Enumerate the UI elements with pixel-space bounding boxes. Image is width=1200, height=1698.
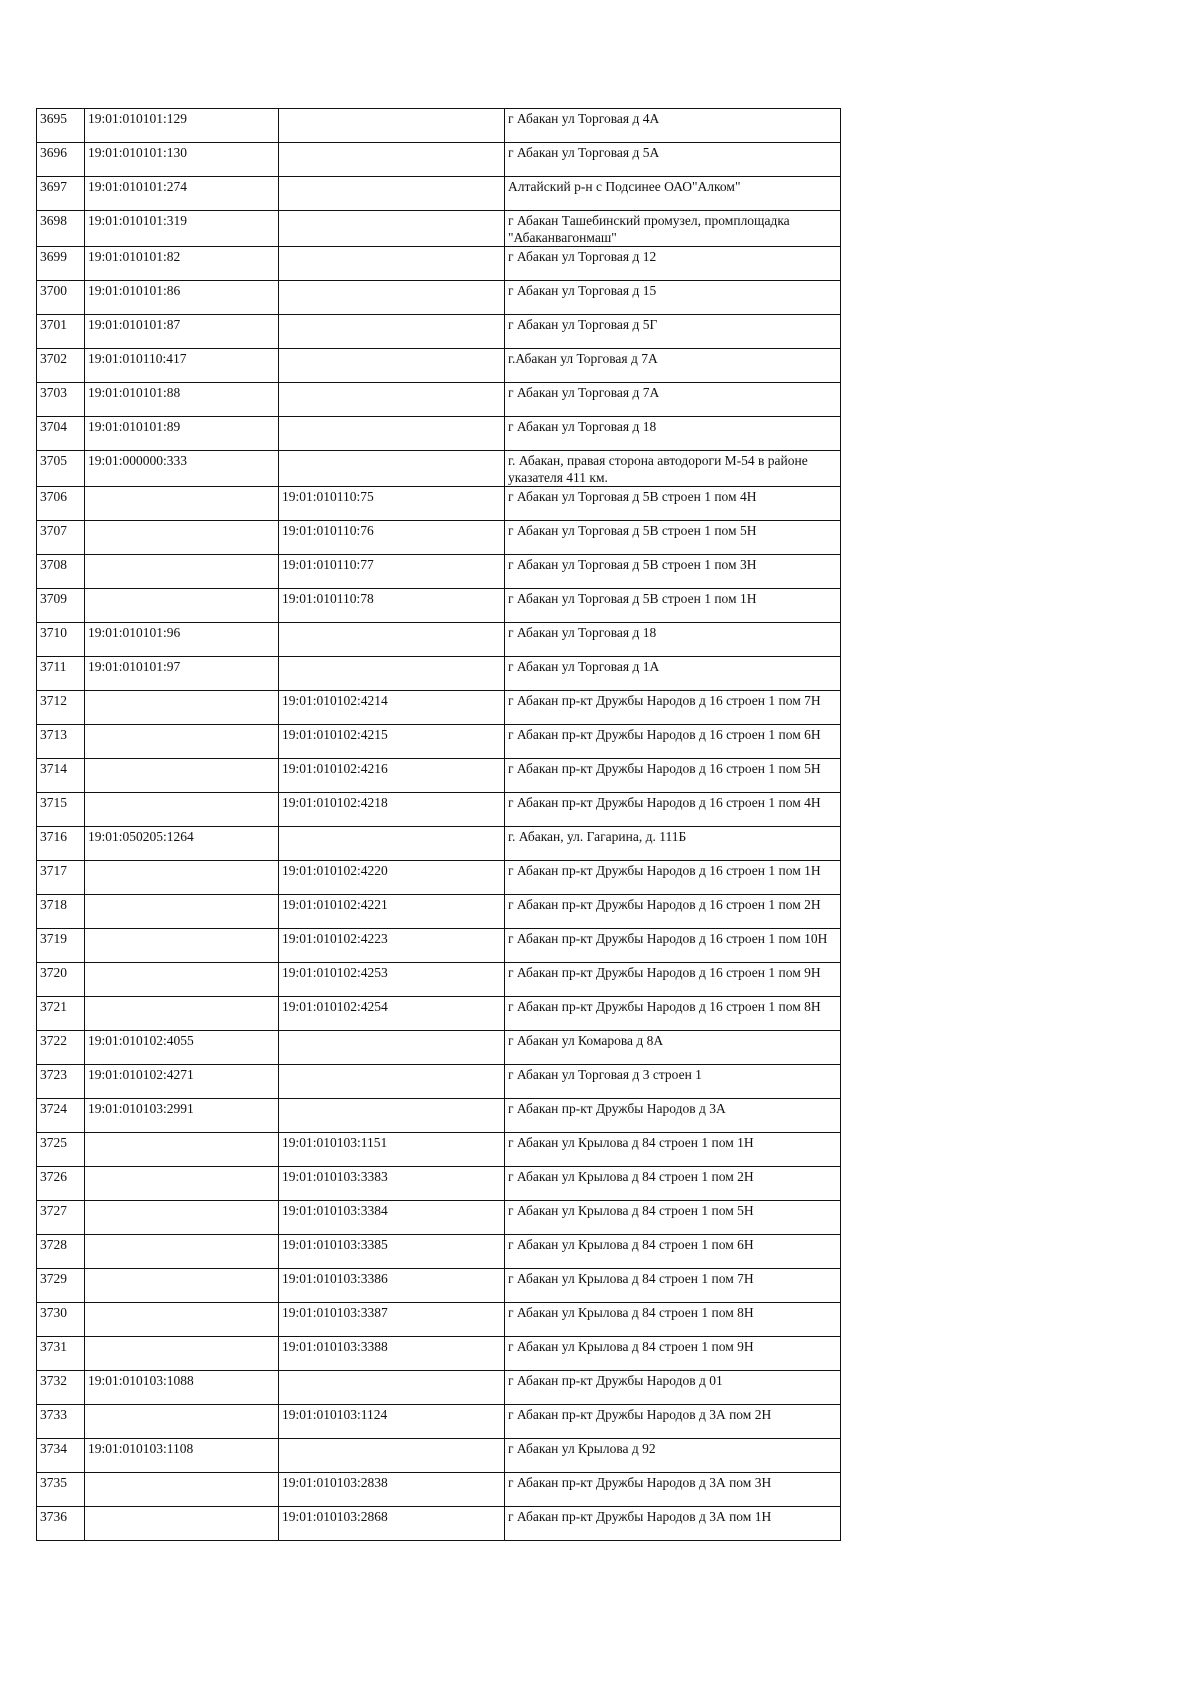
premises-cadastral-number-cell: 19:01:010103:2838: [279, 1473, 505, 1507]
address-cell: г Абакан Ташебинский промузел, промплощадка "Абаканвагонмаш": [505, 211, 841, 247]
cadastral-number-cell: 19:01:010101:97: [85, 657, 279, 691]
table-row: [37, 315, 841, 349]
row-number-cell: 3724: [37, 1099, 85, 1133]
address-cell: г Абакан пр-кт Дружбы Народов д 01: [505, 1371, 841, 1405]
address-cell: г Абакан ул Торговая д 7А: [505, 383, 841, 417]
table-row: [37, 861, 841, 895]
table-row: [37, 1337, 841, 1371]
address-cell: г Абакан пр-кт Дружбы Народов д 3А пом 2Н: [505, 1405, 841, 1439]
address-cell: г Абакан пр-кт Дружбы Народов д 3А пом 3Н: [505, 1473, 841, 1507]
premises-cadastral-number-cell: [279, 315, 505, 349]
table-row: [37, 177, 841, 211]
premises-cadastral-number-cell: [279, 417, 505, 451]
address-cell: г Абакан ул Торговая д 5В строен 1 пом 4Н: [505, 487, 841, 521]
cadastral-number-cell: 19:01:000000:333: [85, 451, 279, 487]
cadastral-number-cell: [85, 997, 279, 1031]
table-row: [37, 895, 841, 929]
premises-cadastral-number-cell: [279, 657, 505, 691]
row-number-cell: 3718: [37, 895, 85, 929]
table-row: [37, 383, 841, 417]
address-cell: г Абакан пр-кт Дружбы Народов д 16 строен 1 пом 8Н: [505, 997, 841, 1031]
premises-cadastral-number-cell: 19:01:010103:3387: [279, 1303, 505, 1337]
cadastral-number-cell: [85, 929, 279, 963]
address-cell: г Абакан ул Торговая д 18: [505, 417, 841, 451]
cadastral-number-cell: 19:01:010101:82: [85, 247, 279, 281]
table-row: [37, 827, 841, 861]
cadastral-number-cell: [85, 1303, 279, 1337]
address-cell: г Абакан ул Торговая д 5В строен 1 пом 5Н: [505, 521, 841, 555]
cadastral-number-cell: 19:01:010110:417: [85, 349, 279, 383]
premises-cadastral-number-cell: 19:01:010102:4221: [279, 895, 505, 929]
premises-cadastral-number-cell: 19:01:010103:3385: [279, 1235, 505, 1269]
row-number-cell: 3710: [37, 623, 85, 657]
row-number-cell: 3703: [37, 383, 85, 417]
table-row: [37, 929, 841, 963]
cadastral-number-cell: 19:01:010103:1108: [85, 1439, 279, 1473]
cadastral-number-cell: [85, 691, 279, 725]
address-cell: г Абакан ул Крылова д 84 строен 1 пом 9Н: [505, 1337, 841, 1371]
address-cell: г Абакан ул Крылова д 84 строен 1 пом 2Н: [505, 1167, 841, 1201]
premises-cadastral-number-cell: 19:01:010103:1151: [279, 1133, 505, 1167]
address-cell: г Абакан пр-кт Дружбы Народов д 16 строен 1 пом 5Н: [505, 759, 841, 793]
cadastral-number-cell: 19:01:010101:129: [85, 109, 279, 143]
table-row: [37, 555, 841, 589]
premises-cadastral-number-cell: 19:01:010110:75: [279, 487, 505, 521]
address-cell: г Абакан пр-кт Дружбы Народов д 16 строен 1 пом 4Н: [505, 793, 841, 827]
address-cell: г Абакан пр-кт Дружбы Народов д 3А: [505, 1099, 841, 1133]
premises-cadastral-number-cell: 19:01:010110:77: [279, 555, 505, 589]
cadastral-number-cell: 19:01:010102:4271: [85, 1065, 279, 1099]
cadastral-number-cell: 19:01:010102:4055: [85, 1031, 279, 1065]
row-number-cell: 3734: [37, 1439, 85, 1473]
cadastral-number-cell: [85, 725, 279, 759]
cadastral-number-cell: [85, 1337, 279, 1371]
premises-cadastral-number-cell: 19:01:010103:3386: [279, 1269, 505, 1303]
premises-cadastral-number-cell: 19:01:010110:76: [279, 521, 505, 555]
table-row: [37, 1235, 841, 1269]
row-number-cell: 3736: [37, 1507, 85, 1541]
premises-cadastral-number-cell: 19:01:010102:4223: [279, 929, 505, 963]
table-row: [37, 417, 841, 451]
table-row: [37, 1065, 841, 1099]
premises-cadastral-number-cell: [279, 1099, 505, 1133]
address-cell: г Абакан ул Торговая д 1А: [505, 657, 841, 691]
row-number-cell: 3726: [37, 1167, 85, 1201]
cadastral-number-cell: [85, 963, 279, 997]
address-cell: г Абакан ул Комарова д 8А: [505, 1031, 841, 1065]
table-row: [37, 657, 841, 691]
address-cell: г Абакан пр-кт Дружбы Народов д 16 строен 1 пом 9Н: [505, 963, 841, 997]
premises-cadastral-number-cell: 19:01:010102:4216: [279, 759, 505, 793]
row-number-cell: 3712: [37, 691, 85, 725]
row-number-cell: 3714: [37, 759, 85, 793]
premises-cadastral-number-cell: 19:01:010103:3383: [279, 1167, 505, 1201]
row-number-cell: 3723: [37, 1065, 85, 1099]
table-row: [37, 759, 841, 793]
row-number-cell: 3716: [37, 827, 85, 861]
cadastral-number-cell: [85, 1235, 279, 1269]
premises-cadastral-number-cell: 19:01:010103:3388: [279, 1337, 505, 1371]
table-row: [37, 1201, 841, 1235]
row-number-cell: 3705: [37, 451, 85, 487]
cadastral-number-cell: 19:01:010101:88: [85, 383, 279, 417]
address-cell: г Абакан пр-кт Дружбы Народов д 16 строен 1 пом 10Н: [505, 929, 841, 963]
row-number-cell: 3722: [37, 1031, 85, 1065]
table-row: [37, 521, 841, 555]
cadastral-number-cell: [85, 895, 279, 929]
address-cell: Алтайский р-н с Подсинее ОАО"Алком": [505, 177, 841, 211]
cadastral-number-cell: [85, 1201, 279, 1235]
address-cell: г.Абакан ул Торговая д 7А: [505, 349, 841, 383]
row-number-cell: 3711: [37, 657, 85, 691]
address-cell: г Абакан ул Торговая д 15: [505, 281, 841, 315]
table-row: [37, 589, 841, 623]
row-number-cell: 3696: [37, 143, 85, 177]
premises-cadastral-number-cell: 19:01:010103:1124: [279, 1405, 505, 1439]
row-number-cell: 3713: [37, 725, 85, 759]
cadastral-number-cell: [85, 1133, 279, 1167]
table-row: [37, 1507, 841, 1541]
premises-cadastral-number-cell: [279, 827, 505, 861]
row-number-cell: 3701: [37, 315, 85, 349]
cadastral-number-cell: 19:01:050205:1264: [85, 827, 279, 861]
table-row: [37, 1133, 841, 1167]
row-number-cell: 3702: [37, 349, 85, 383]
premises-cadastral-number-cell: [279, 1439, 505, 1473]
cadastral-number-cell: [85, 555, 279, 589]
row-number-cell: 3698: [37, 211, 85, 247]
cadastral-number-cell: 19:01:010101:319: [85, 211, 279, 247]
row-number-cell: 3709: [37, 589, 85, 623]
cadastral-number-cell: 19:01:010101:89: [85, 417, 279, 451]
cadastral-number-cell: [85, 861, 279, 895]
address-cell: г Абакан ул Торговая д 5Г: [505, 315, 841, 349]
table-row: [37, 1269, 841, 1303]
premises-cadastral-number-cell: [279, 281, 505, 315]
table-row: [37, 487, 841, 521]
premises-cadastral-number-cell: 19:01:010102:4215: [279, 725, 505, 759]
address-cell: г Абакан ул Крылова д 84 строен 1 пом 8Н: [505, 1303, 841, 1337]
address-cell: г Абакан ул Крылова д 92: [505, 1439, 841, 1473]
registry-table-body: [37, 109, 841, 1541]
cadastral-number-cell: [85, 1405, 279, 1439]
address-cell: г Абакан ул Торговая д 12: [505, 247, 841, 281]
premises-cadastral-number-cell: [279, 623, 505, 657]
cadastral-number-cell: 19:01:010103:1088: [85, 1371, 279, 1405]
address-cell: г Абакан пр-кт Дружбы Народов д 16 строен 1 пом 6Н: [505, 725, 841, 759]
table-row: [37, 963, 841, 997]
premises-cadastral-number-cell: 19:01:010102:4254: [279, 997, 505, 1031]
row-number-cell: 3708: [37, 555, 85, 589]
row-number-cell: 3699: [37, 247, 85, 281]
table-row: [37, 623, 841, 657]
cadastral-number-cell: 19:01:010101:86: [85, 281, 279, 315]
cadastral-number-cell: [85, 1473, 279, 1507]
cadastral-number-cell: [85, 1167, 279, 1201]
table-row: [37, 349, 841, 383]
address-cell: г Абакан пр-кт Дружбы Народов д 16 строен 1 пом 7Н: [505, 691, 841, 725]
cadastral-number-cell: [85, 589, 279, 623]
cadastral-number-cell: [85, 487, 279, 521]
table-row: [37, 1167, 841, 1201]
row-number-cell: 3727: [37, 1201, 85, 1235]
premises-cadastral-number-cell: [279, 109, 505, 143]
cadastral-number-cell: [85, 793, 279, 827]
cadastral-number-cell: [85, 1269, 279, 1303]
row-number-cell: 3707: [37, 521, 85, 555]
table-row: [37, 1473, 841, 1507]
cadastral-number-cell: [85, 759, 279, 793]
cadastral-number-cell: 19:01:010101:96: [85, 623, 279, 657]
address-cell: г. Абакан, правая сторона автодороги М-54 в районе указателя 411 км.: [505, 451, 841, 487]
premises-cadastral-number-cell: 19:01:010102:4220: [279, 861, 505, 895]
row-number-cell: 3706: [37, 487, 85, 521]
row-number-cell: 3700: [37, 281, 85, 315]
table-row: [37, 451, 841, 487]
cadastral-number-cell: [85, 521, 279, 555]
table-row: [37, 1031, 841, 1065]
address-cell: г Абакан ул Крылова д 84 строен 1 пом 1Н: [505, 1133, 841, 1167]
row-number-cell: 3735: [37, 1473, 85, 1507]
row-number-cell: 3729: [37, 1269, 85, 1303]
premises-cadastral-number-cell: [279, 1371, 505, 1405]
address-cell: г Абакан ул Торговая д 3 строен 1: [505, 1065, 841, 1099]
address-cell: г Абакан ул Крылова д 84 строен 1 пом 6Н: [505, 1235, 841, 1269]
table-row: [37, 997, 841, 1031]
address-cell: г Абакан ул Крылова д 84 строен 1 пом 7Н: [505, 1269, 841, 1303]
address-cell: г Абакан ул Торговая д 5В строен 1 пом 3Н: [505, 555, 841, 589]
table-row: [37, 1371, 841, 1405]
premises-cadastral-number-cell: 19:01:010103:2868: [279, 1507, 505, 1541]
address-cell: г. Абакан, ул. Гагарина, д. 111Б: [505, 827, 841, 861]
table-row: [37, 1303, 841, 1337]
premises-cadastral-number-cell: [279, 177, 505, 211]
premises-cadastral-number-cell: [279, 383, 505, 417]
cadastral-number-cell: 19:01:010101:130: [85, 143, 279, 177]
property-registry-table: [36, 108, 841, 1541]
row-number-cell: 3695: [37, 109, 85, 143]
table-row: [37, 725, 841, 759]
premises-cadastral-number-cell: [279, 143, 505, 177]
cadastral-number-cell: [85, 1507, 279, 1541]
row-number-cell: 3721: [37, 997, 85, 1031]
address-cell: г Абакан ул Торговая д 18: [505, 623, 841, 657]
row-number-cell: 3730: [37, 1303, 85, 1337]
premises-cadastral-number-cell: [279, 349, 505, 383]
table-row: [37, 793, 841, 827]
premises-cadastral-number-cell: 19:01:010103:3384: [279, 1201, 505, 1235]
cadastral-number-cell: 19:01:010101:87: [85, 315, 279, 349]
row-number-cell: 3719: [37, 929, 85, 963]
row-number-cell: 3704: [37, 417, 85, 451]
premises-cadastral-number-cell: 19:01:010102:4253: [279, 963, 505, 997]
cadastral-number-cell: 19:01:010101:274: [85, 177, 279, 211]
address-cell: г Абакан ул Крылова д 84 строен 1 пом 5Н: [505, 1201, 841, 1235]
table-row: [37, 247, 841, 281]
address-cell: г Абакан пр-кт Дружбы Народов д 3А пом 1Н: [505, 1507, 841, 1541]
cadastral-number-cell: 19:01:010103:2991: [85, 1099, 279, 1133]
row-number-cell: 3715: [37, 793, 85, 827]
table-row: [37, 1099, 841, 1133]
row-number-cell: 3725: [37, 1133, 85, 1167]
row-number-cell: 3733: [37, 1405, 85, 1439]
row-number-cell: 3732: [37, 1371, 85, 1405]
table-row: [37, 1439, 841, 1473]
premises-cadastral-number-cell: [279, 451, 505, 487]
table-row: [37, 109, 841, 143]
premises-cadastral-number-cell: 19:01:010110:78: [279, 589, 505, 623]
premises-cadastral-number-cell: 19:01:010102:4218: [279, 793, 505, 827]
table-row: [37, 691, 841, 725]
row-number-cell: 3728: [37, 1235, 85, 1269]
table-row: [37, 281, 841, 315]
address-cell: г Абакан пр-кт Дружбы Народов д 16 строен 1 пом 2Н: [505, 895, 841, 929]
table-row: [37, 211, 841, 247]
premises-cadastral-number-cell: 19:01:010102:4214: [279, 691, 505, 725]
address-cell: г Абакан пр-кт Дружбы Народов д 16 строен 1 пом 1Н: [505, 861, 841, 895]
premises-cadastral-number-cell: [279, 1065, 505, 1099]
address-cell: г Абакан ул Торговая д 4А: [505, 109, 841, 143]
address-cell: г Абакан ул Торговая д 5В строен 1 пом 1Н: [505, 589, 841, 623]
address-cell: г Абакан ул Торговая д 5А: [505, 143, 841, 177]
row-number-cell: 3731: [37, 1337, 85, 1371]
table-row: [37, 1405, 841, 1439]
row-number-cell: 3697: [37, 177, 85, 211]
premises-cadastral-number-cell: [279, 247, 505, 281]
row-number-cell: 3717: [37, 861, 85, 895]
premises-cadastral-number-cell: [279, 1031, 505, 1065]
row-number-cell: 3720: [37, 963, 85, 997]
premises-cadastral-number-cell: [279, 211, 505, 247]
table-row: [37, 143, 841, 177]
